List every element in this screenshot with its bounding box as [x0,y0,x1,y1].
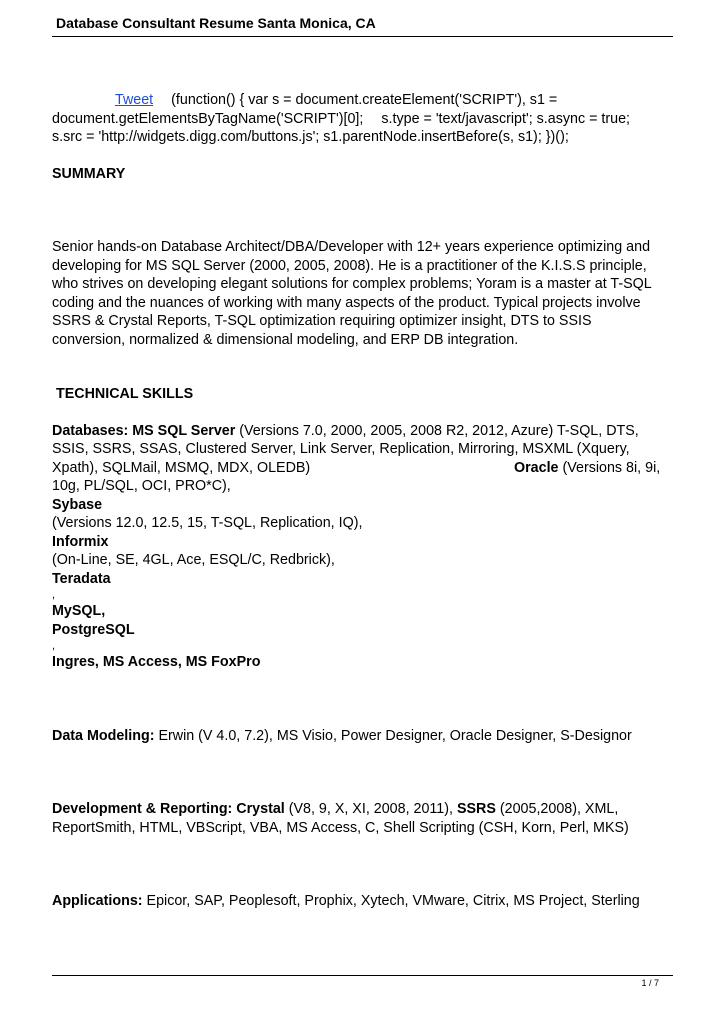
resume-content [52,91,677,911]
applications-label: Applications: [52,893,143,909]
script-line-2 [52,110,677,129]
tweet-link[interactable]: Tweet [115,92,154,108]
crystal-versions: (V8, 9, X, XI, 2008, 2011), [284,801,457,817]
oracle-versions: (Versions 8i, 9i, [558,459,661,476]
document-header-title: Database Consultant Resume Santa Monica, CA [56,15,376,31]
informix-label: Informix [52,533,109,550]
databases-line-2: SSIS, SSRS, SSAS, Clustered Server, Link Server, Replication, Mirroring, MSXML (Xquery, [52,441,630,457]
summary-heading: SUMMARY [52,165,126,182]
postgresql-label: PostgreSQL [52,621,135,638]
summary-line: coding and the nuances of working with many aspects of the product. Typical projects involve [52,294,641,311]
development-rest: (2005,2008), XML, [495,801,619,817]
development-label: Development & Reporting: Crystal [52,801,285,817]
summary-line: Senior hands-on Database Architect/DBA/Developer with 12+ years experience optimizing and [52,239,651,255]
oracle-label: Oracle [514,459,559,476]
sybase-detail: (Versions 12.0, 12.5, 15, T-SQL, Replication, IQ), [52,515,363,531]
page-number: 1 / 7 [641,978,659,988]
development-line-2: ReportSmith, HTML, VBScript, VBA, MS Access, C, Shell Scripting (CSH, Korn, Perl, MKS) [52,819,629,836]
databases-line-3 [52,459,677,478]
mssql-line-3: Xpath), SQLMail, MSMQ, MDX, OLEDB) [52,459,311,476]
script-text-2b: s.type = 'text/javascript'; s.async = true; [381,110,631,127]
summary-line: developing for MS SQL Server (2000, 2005, 2008). He is a practitioner of the K.I.S.S principle, [52,257,647,274]
technical-skills-heading: TECHNICAL SKILLS [56,386,194,402]
summary-line: conversion, normalized & dimensional modeling, and ERP DB integration. [52,331,519,348]
separator-comma: , [52,640,56,652]
mssql-versions: (Versions 7.0, 2000, 2005, 2008 R2, 2012, Azure) T-SQL, DTS, [235,422,639,439]
summary-line: who strives on developing elegant solutions for complex problems; Yoram is a master at T-SQL [52,276,652,292]
header-divider [52,36,673,37]
databases-line-1 [52,422,677,441]
applications-line [52,892,677,911]
summary-line: SSRS & Crystal Reports, T-SQL optimization requiring optimizer insight, DTS to SSIS [52,313,592,329]
development-section [52,800,677,837]
script-line-1 [52,91,677,110]
oracle-line-2: 10g, PL/SQL, OCI, PRO*C), [52,478,231,494]
script-text-1: (function() { var s = document.createElement('SCRIPT'), s1 = [171,92,558,108]
ssrs-label: SSRS [456,801,496,817]
sybase-label: Sybase [52,496,103,513]
data-modeling-line [52,727,677,746]
separator-comma: , [52,589,56,601]
databases-label: Databases: MS SQL Server [52,422,236,439]
mysql-label: MySQL, [52,603,106,619]
footer-divider [52,975,673,976]
data-modeling-label: Data Modeling: [52,727,155,744]
data-modeling-value: Erwin (V 4.0, 7.2), MS Visio, Power Designer, Oracle Designer, S-Designor [154,727,632,744]
informix-detail: (On-Line, SE, 4GL, Ace, ESQL/C, Redbrick), [52,552,335,568]
other-databases-label: Ingres, MS Access, MS FoxPro [52,654,261,670]
summary-body [52,238,677,349]
script-line-3: s.src = 'http://widgets.digg.com/buttons.js'; s1.parentNode.insertBefore(s, s1); })(); [52,129,569,145]
applications-value: Epicor, SAP, Peoplesoft, Prophix, Xytech, VMware, Citrix, MS Project, Sterling [142,893,640,909]
script-text-2a: document.getElementsByTagName('SCRIPT')[0]; [52,110,364,127]
teradata-label: Teradata [52,570,111,587]
development-line-1 [52,800,677,819]
databases-section [52,422,677,672]
